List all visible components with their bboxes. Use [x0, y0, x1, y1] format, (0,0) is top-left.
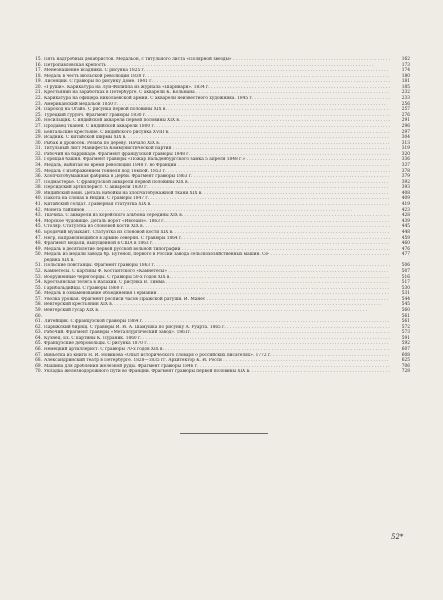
item-number: 54.	[35, 280, 42, 286]
item-page: 233	[401, 96, 410, 102]
item-page: 392	[401, 179, 410, 185]
item-number: 21.	[35, 90, 42, 96]
item-caption: Французские добровольцы. С рисунка 1870 г. . . .	[44, 341, 390, 347]
item-page: 180	[401, 73, 410, 79]
item-number: 53.	[35, 274, 42, 280]
item-number: 61.	[35, 319, 42, 325]
item-number: 34.	[35, 162, 42, 168]
item-number: 65.	[35, 341, 42, 347]
item-page: 572	[401, 324, 410, 330]
item-number: 38.	[35, 185, 42, 191]
item-caption: Пять надгробных декабристов. Медальон, с титульного листа «Полярной звезды» . . .	[44, 57, 390, 63]
item-number: 69.	[35, 363, 42, 369]
item-number: 40.	[35, 196, 42, 202]
list-item	[32, 369, 410, 375]
item-page: 419	[401, 202, 410, 208]
item-page: 448	[401, 229, 410, 235]
item-page: 460	[401, 241, 410, 247]
item-number: 55.	[35, 285, 42, 291]
item-caption: Гарибальдийцы. С гравюры 1860 г. . . .	[44, 286, 390, 292]
item-caption: Укладка железнодорожного пути во Франции. Фрагмент гравюры первой половины XIX в. . . .	[44, 369, 390, 375]
item-number: 24.	[35, 107, 42, 113]
item-number: 23.	[35, 101, 42, 107]
item-page: 319	[401, 146, 410, 152]
item-number: 25.	[35, 112, 42, 118]
item-page: 257	[401, 107, 410, 113]
item-page: 531	[401, 291, 410, 297]
item-caption: Монета тайпинов . . .	[44, 208, 390, 214]
item-caption: Венгерский гусар XIX в. . . .	[44, 308, 390, 314]
item-page: 516	[401, 274, 410, 280]
item-number: 50.	[35, 252, 42, 258]
item-caption: Медаль в честь июльской революции 1830 г. . . .	[44, 74, 390, 80]
item-number: 48.	[35, 241, 42, 247]
item-caption: Медаль в десятилетие первой русской вольной типографии . . .	[44, 247, 390, 253]
item-number: 27.	[35, 123, 42, 129]
item-page: 313	[401, 140, 410, 146]
item-page: 409	[401, 196, 410, 202]
item-number: 31.	[35, 146, 42, 152]
item-number: 45.	[35, 224, 42, 230]
item-caption: Фрагмент медали, выпущенной в США в 1863 г. . . .	[44, 241, 390, 247]
item-page: 592	[401, 341, 410, 347]
item-page: 517	[401, 280, 410, 286]
item-page: 320	[401, 151, 410, 157]
item-number: 16.	[35, 62, 42, 68]
item-page: 297	[401, 129, 410, 135]
item-number: 35.	[35, 168, 42, 174]
item-number: 20.	[35, 84, 42, 90]
item-number: 56.	[35, 291, 42, 297]
item-number: 29.	[35, 135, 42, 141]
item-number: 66.	[35, 347, 42, 353]
item-number: 18.	[35, 73, 42, 79]
item-caption: Индийский воин. Деталь набойки на хлопчатобумажной ткани XIX в. . . .	[44, 191, 390, 197]
item-number: 52.	[35, 268, 42, 274]
item-page: 445	[401, 224, 410, 230]
item-caption: Медаль в ознаменование объединения Германии . . .	[44, 291, 390, 297]
item-caption: Лисенции. С гравюры по рисунку Доме. 1841 г. . . .	[44, 79, 390, 85]
item-page: 428	[401, 213, 410, 219]
item-caption: Рыбак и дровосек. Резьба по дереву. Начало XIX в. . . .	[44, 141, 390, 147]
item-page: 379	[401, 174, 410, 180]
item-caption: Крестьянская телега в Валахии. С рисунка В. Тимма . . .	[44, 280, 390, 286]
item-page: 561	[401, 319, 410, 325]
item-number: 46.	[35, 229, 42, 235]
item-number: 33.	[35, 157, 42, 163]
item-caption: Рабочий на баррикаде. Фрагмент французской гравюры 1848 г. . . .	[44, 152, 390, 158]
item-number: 39.	[35, 190, 42, 196]
item-page: 506	[401, 263, 410, 269]
item-page: 174	[401, 68, 410, 74]
item-number: 63.	[35, 330, 42, 336]
item-caption: Морское чудовище. Деталь ворот «Ивсеаиэ». 1863 г. . . .	[44, 219, 390, 225]
item-caption: Машина для дробления железной руды. Фрагмент гравюры 1846 г. . . .	[44, 364, 390, 370]
item-caption: Китайский солдат. Гравюрная статуэтка XIX в. . . .	[44, 202, 390, 208]
item-number: 32.	[35, 151, 42, 157]
item-caption: Петропавловская крепость . . .	[44, 63, 390, 69]
item-page: 276	[401, 112, 410, 118]
item-caption: Ткачиха. С акварели из корейского альбома середины XIX в. . . .	[44, 213, 390, 219]
item-number: 43.	[35, 213, 42, 219]
item-number: 68.	[35, 358, 42, 364]
item-page: 181	[401, 79, 410, 85]
item-caption: Крестьянин на заработках в Петербурге. С акварели К. Кольмана . . .	[44, 90, 390, 96]
item-caption: Менеонашение всадники. С рисунка 1825 г. . . .	[44, 68, 390, 74]
item-page: 337	[401, 162, 410, 168]
item-caption: Камнетесы. С картины Ф. Костантского «Камнетесы» . . .	[44, 269, 390, 275]
item-page: 625	[401, 358, 410, 364]
item-caption: Горящая башня. Фрагмент гравюры «Пожар Вальденбургского замка 5 апреля 1848 г.» . . .	[44, 157, 390, 163]
item-page: 728	[401, 369, 410, 375]
item-number: 58.	[35, 302, 42, 308]
item-page: 291	[401, 118, 410, 124]
item-number: 22.	[35, 96, 42, 102]
item-caption: «Груши». Карикатура на Луи-Филиппа из журнала «Шаривари». 1834 г. . . .	[44, 85, 390, 91]
item-number: 41.	[35, 202, 42, 208]
item-page: 232	[401, 90, 410, 96]
item-caption: Пароход на Огайо. С рисунка первой половины XIX в. . . .	[44, 107, 390, 113]
item-page: 477	[401, 252, 410, 258]
item-page: 439	[401, 218, 410, 224]
item-caption: Кузнец. Ех. С картины К. Пураник. 1860 г. . . .	[44, 336, 390, 342]
item-caption: Рабочий. Фрагмент гравюры «Металлургический завод». 1861г. . . .	[44, 330, 390, 336]
item-caption: Всадник. С китайской ширмы XIX в. . . .	[44, 135, 390, 141]
item-caption: Вооруженные чернгоорцы. С гравюры 50-х годов XIX в. . . .	[44, 275, 390, 281]
item-number: 26.	[35, 118, 42, 124]
item-caption: Подмастерье. С французской акварели первой половины XIX в. . . .	[44, 180, 390, 186]
item-number: 62.	[35, 324, 42, 330]
item-caption: Уволка урожая. Фрагмент росписи часов Пражской ратуши. И. Манес . . .	[44, 297, 390, 303]
item-caption: Медаль с изображением тоннеля под Темзой. 1853 г. . . .	[44, 169, 390, 175]
item-number: 70.	[35, 369, 42, 375]
item-number: 15.	[35, 57, 42, 62]
item-caption: Венгерский крестьянин XIX в. . . .	[44, 302, 390, 308]
item-page: 544	[401, 296, 410, 302]
item-page: 591	[401, 335, 410, 341]
item-page: 459	[401, 235, 410, 241]
item-caption: Карикатура на офицера николаевской армии. С акварели неизвестного художника. 1845 г. . . .	[44, 96, 390, 102]
item-caption: редина XIX в.	[44, 257, 75, 263]
item-caption: Медаль из медали завода бр. Бутеноп, первого в России завода сельскохозяйственных машин. Се- . . .	[44, 252, 390, 258]
item-number: 37.	[35, 179, 42, 185]
item-page: 560	[401, 308, 410, 314]
item-number: 60.	[35, 313, 42, 319]
item-page: 545	[401, 302, 410, 308]
item-caption: Турецкий гурунч. Фрагмент гравюры 1830 г. . . .	[44, 113, 390, 119]
item-number: 28.	[35, 129, 42, 135]
item-caption: Немецкий артиллерист. С гравюры 70-х годов XIX в. . . .	[44, 347, 390, 353]
item-number: 49.	[35, 246, 42, 252]
item-page: 304	[401, 135, 410, 141]
item-caption: Бродячий музыкант. Статуэтка из слоновой кости XIX в. . . .	[44, 230, 390, 236]
item-caption: Бенгальские крестьяне. С индийского рисунка XVIII в. . . .	[44, 130, 390, 136]
item-page: 476	[401, 246, 410, 252]
item-caption: Негр, направляющийся в армию северян. С гравюры 1864 г. . . .	[44, 236, 390, 242]
item-caption: Александринский театр в Петербурге. 1828—1835 гг. Архитектор К. И. Росси . . .	[44, 358, 390, 364]
item-number: 64.	[35, 335, 42, 341]
item-caption: Виньетка из книги Н. И. Новикова «Опыт исторического словаря о российских писателях». 1772 г. . . .	[44, 353, 390, 359]
item-number: 47.	[35, 235, 42, 241]
item-number: 42.	[35, 207, 42, 213]
item-number: 59.	[35, 308, 42, 314]
item-number: 44.	[35, 218, 42, 224]
item-caption: Носильщик. С индийской акварели первой половины XIX в. . . .	[44, 118, 390, 124]
item-page: 561	[401, 313, 410, 319]
item-page: 423	[401, 207, 410, 213]
item-page: 706	[401, 363, 410, 369]
item-number: 51.	[35, 263, 42, 269]
item-caption: Персидский артиллерист. С акварели 1830 г. . . .	[44, 185, 390, 191]
item-caption: Продавец тканей. С индийской акварели 1800 г. . . .	[44, 124, 390, 130]
item-page: 530	[401, 285, 410, 291]
page-number: 52*	[391, 533, 404, 541]
item-number: 67.	[35, 352, 42, 358]
item-number: 36.	[35, 174, 42, 180]
item-page: 408	[401, 190, 410, 196]
item-page: 162	[401, 57, 410, 62]
item-caption: Американский медальон 1850 г. . . .	[44, 102, 390, 108]
item-page: 607	[401, 347, 410, 353]
item-number: 57.	[35, 296, 42, 302]
item-caption: Пакота на слонах в Индии. С гравюры 1847 г. . . .	[44, 196, 390, 202]
item-page: 256	[401, 101, 410, 107]
item-page: 507	[401, 268, 410, 274]
item-number: 17.	[35, 68, 42, 74]
end-rule	[180, 433, 268, 434]
list-item	[32, 308, 410, 314]
item-page: 378	[401, 168, 410, 174]
item-caption: Литейщик. С французской гравюры 1864 г. . . .	[44, 319, 390, 325]
item-page: 296	[401, 123, 410, 129]
item-page: 573	[401, 330, 410, 336]
illustrations-list	[32, 57, 410, 375]
item-page: 185	[401, 84, 410, 90]
item-page: 393	[401, 185, 410, 191]
item-caption: Столяр. Статуэтка из слоновой кости XIX в. . . .	[44, 224, 390, 230]
item-caption: Парижский бирнщ. С гравюры И. И. А. Шамушка по рисунку А. Руарта. 1865 г. . . .	[44, 325, 390, 331]
item-caption: Польские повстанцы. Фрагмент гравюры 1863 г. . . .	[44, 263, 390, 269]
item-number: 19.	[35, 79, 42, 85]
item-page: 336	[401, 157, 410, 163]
item-caption: Хлопчатобумажная фабрика в Дерби. Фрагмент гравюры 1863 г. . . .	[44, 174, 390, 180]
item-caption: Титульный лист Манифеста Коммунистической партии . . .	[44, 146, 390, 152]
item-page: 608	[401, 352, 410, 358]
item-caption: Медаль, выбитая во время революции 1848 г. во Франции . . .	[44, 163, 390, 169]
item-page: 173	[401, 62, 410, 68]
item-number: 30.	[35, 140, 42, 146]
